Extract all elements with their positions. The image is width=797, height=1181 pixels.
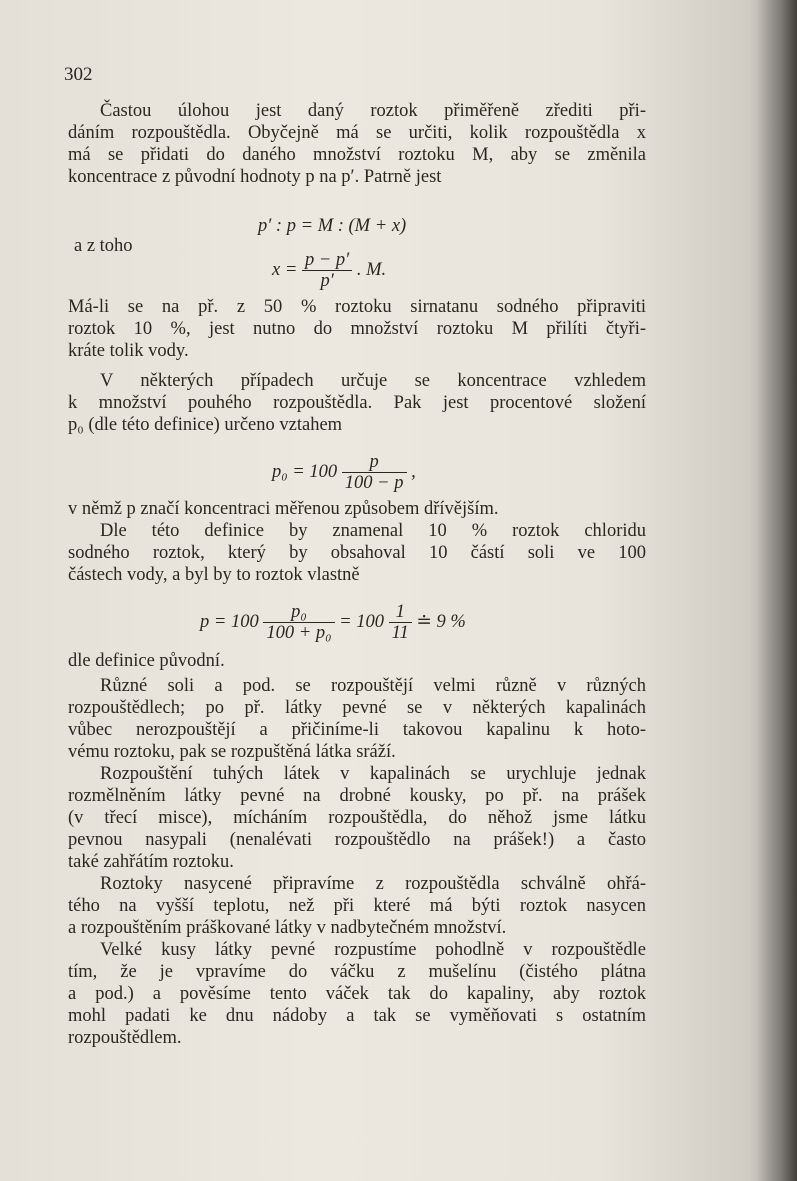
text-line: sodného roztok, který by obsahoval 10 částí soli ve 100 [68, 543, 646, 563]
fraction-denominator: 100 + p₀ [266, 623, 332, 643]
fraction-denominator: p′ [320, 271, 334, 291]
eq-rhs: ≐ 9 % [416, 611, 466, 632]
text-line: Velké kusy látky pevné rozpustíme pohodlně v rozpouštědle [100, 940, 646, 960]
equation-p [200, 602, 466, 643]
eq-mid: = 100 [339, 611, 385, 632]
paragraph-9 [68, 873, 646, 939]
equation-label: a z toho [74, 236, 133, 256]
paragraph-4 [68, 498, 646, 520]
text-line: také zahřátím roztoku. [68, 852, 234, 872]
text-line: p₀ (dle této definice) určeno vztahem [68, 415, 343, 435]
text-line: k množství pouhého rozpouštědla. Pak jest procentové složení [68, 393, 646, 413]
page-number: 302 [64, 64, 93, 85]
paragraph-5 [68, 520, 646, 586]
fraction [302, 250, 352, 291]
text-line: kráte tolik vody. [68, 341, 189, 361]
text-line: má se přidati do daného množství roztoku M, aby se změnila [68, 145, 646, 165]
text-line: rozmělněním látky pevné na drobné kousky, po př. na prášek [68, 786, 646, 806]
paragraph-8 [68, 763, 646, 873]
fraction-denominator: 100 − p [344, 473, 404, 493]
fraction [263, 602, 334, 643]
paragraph-2 [68, 296, 646, 362]
eq-lhs: p₀ = 100 [272, 461, 338, 482]
text-line: Roztoky nasycené připravíme z rozpouštědla schválně ohřá- [100, 874, 646, 894]
text-line: a rozpouštěním práškované látky v nadbytečném množství. [68, 918, 507, 938]
text-line: v němž p značí koncentraci měřenou způsobem dřívějším. [68, 499, 499, 519]
equation-proportion: p′ : p = M : (M + x) [258, 216, 407, 236]
paragraph-1 [68, 100, 646, 188]
text-line: pevnou nasypali (nenalévati rozpouštědlo na prášek!) a často [68, 830, 646, 850]
text-line: roztok 10 %, jest nutno do množství roztoku M přilíti čtyři- [68, 319, 646, 339]
paragraph-3 [68, 370, 646, 436]
text-line: koncentrace z původní hodnoty p na p′. Patrně jest [68, 167, 442, 187]
fraction-numerator: p₀ [263, 602, 334, 623]
fraction-numerator: p [342, 452, 407, 473]
text-line: a pod.) a pověsíme tento váček tak do kapaliny, aby roztok [68, 984, 646, 1004]
text-line: rozpouštědlem. [68, 1028, 182, 1048]
text-line: Má-li se na př. z 50 % roztoku sirnatanu sodného připraviti [68, 297, 646, 317]
text-line: (v třecí misce), mícháním rozpouštědla, do něhož jsme látku [68, 808, 646, 828]
text-line: vému roztoku, pak se rozpuštěná látka sráží. [68, 742, 396, 762]
fraction-denominator: 11 [391, 623, 409, 643]
paragraph-10 [68, 939, 646, 1049]
text-line: mohl padati ke dnu nádoby a tak se vyměňovati s ostatním [68, 1006, 646, 1026]
paragraph-6 [68, 650, 646, 672]
text-line: dáním rozpouštědla. Obyčejně má se určiti, kolik rozpouštědla x [68, 123, 646, 143]
text-line: Častou úlohou jest daný roztok přiměřeně zřediti při- [100, 101, 646, 121]
equation-p0 [272, 452, 416, 493]
text-line: vůbec nerozpouštějí a přičiníme-li takovou kapalinu k hoto- [68, 720, 646, 740]
text-line: Různé soli a pod. se rozpouštějí velmi různě v různých [100, 676, 646, 696]
text-line: rozpouštědlech; po př. látky pevné se v některých kapalinách [68, 698, 646, 718]
fraction-numerator: 1 [389, 602, 412, 623]
text-line: dle definice původní. [68, 651, 225, 671]
eq-lhs: p = 100 [200, 611, 259, 632]
fraction-numerator: p − p′ [302, 250, 352, 271]
fraction [342, 452, 407, 493]
eq-lhs: x = [272, 259, 298, 280]
page-edge-shadow [757, 0, 797, 1181]
eq-rhs: . M. [356, 259, 387, 280]
equation-x [272, 250, 386, 291]
paragraph-7 [68, 675, 646, 763]
fraction [389, 602, 412, 643]
text-line: tím, že je vpravíme do váčku z mušelínu (čistého plátna [68, 962, 646, 982]
text-line: V některých případech určuje se koncentrace vzhledem [100, 371, 646, 391]
text-line: Rozpouštění tuhých látek v kapalinách se urychluje jednak [100, 764, 646, 784]
text-line: Dle této definice by znamenal 10 % roztok chloridu [100, 521, 646, 541]
text-line: částech vody, a byl by to roztok vlastně [68, 565, 360, 585]
eq-rhs: , [411, 461, 416, 482]
text-line: tého na vyšší teplotu, než při které má býti roztok nasycen [68, 896, 646, 916]
